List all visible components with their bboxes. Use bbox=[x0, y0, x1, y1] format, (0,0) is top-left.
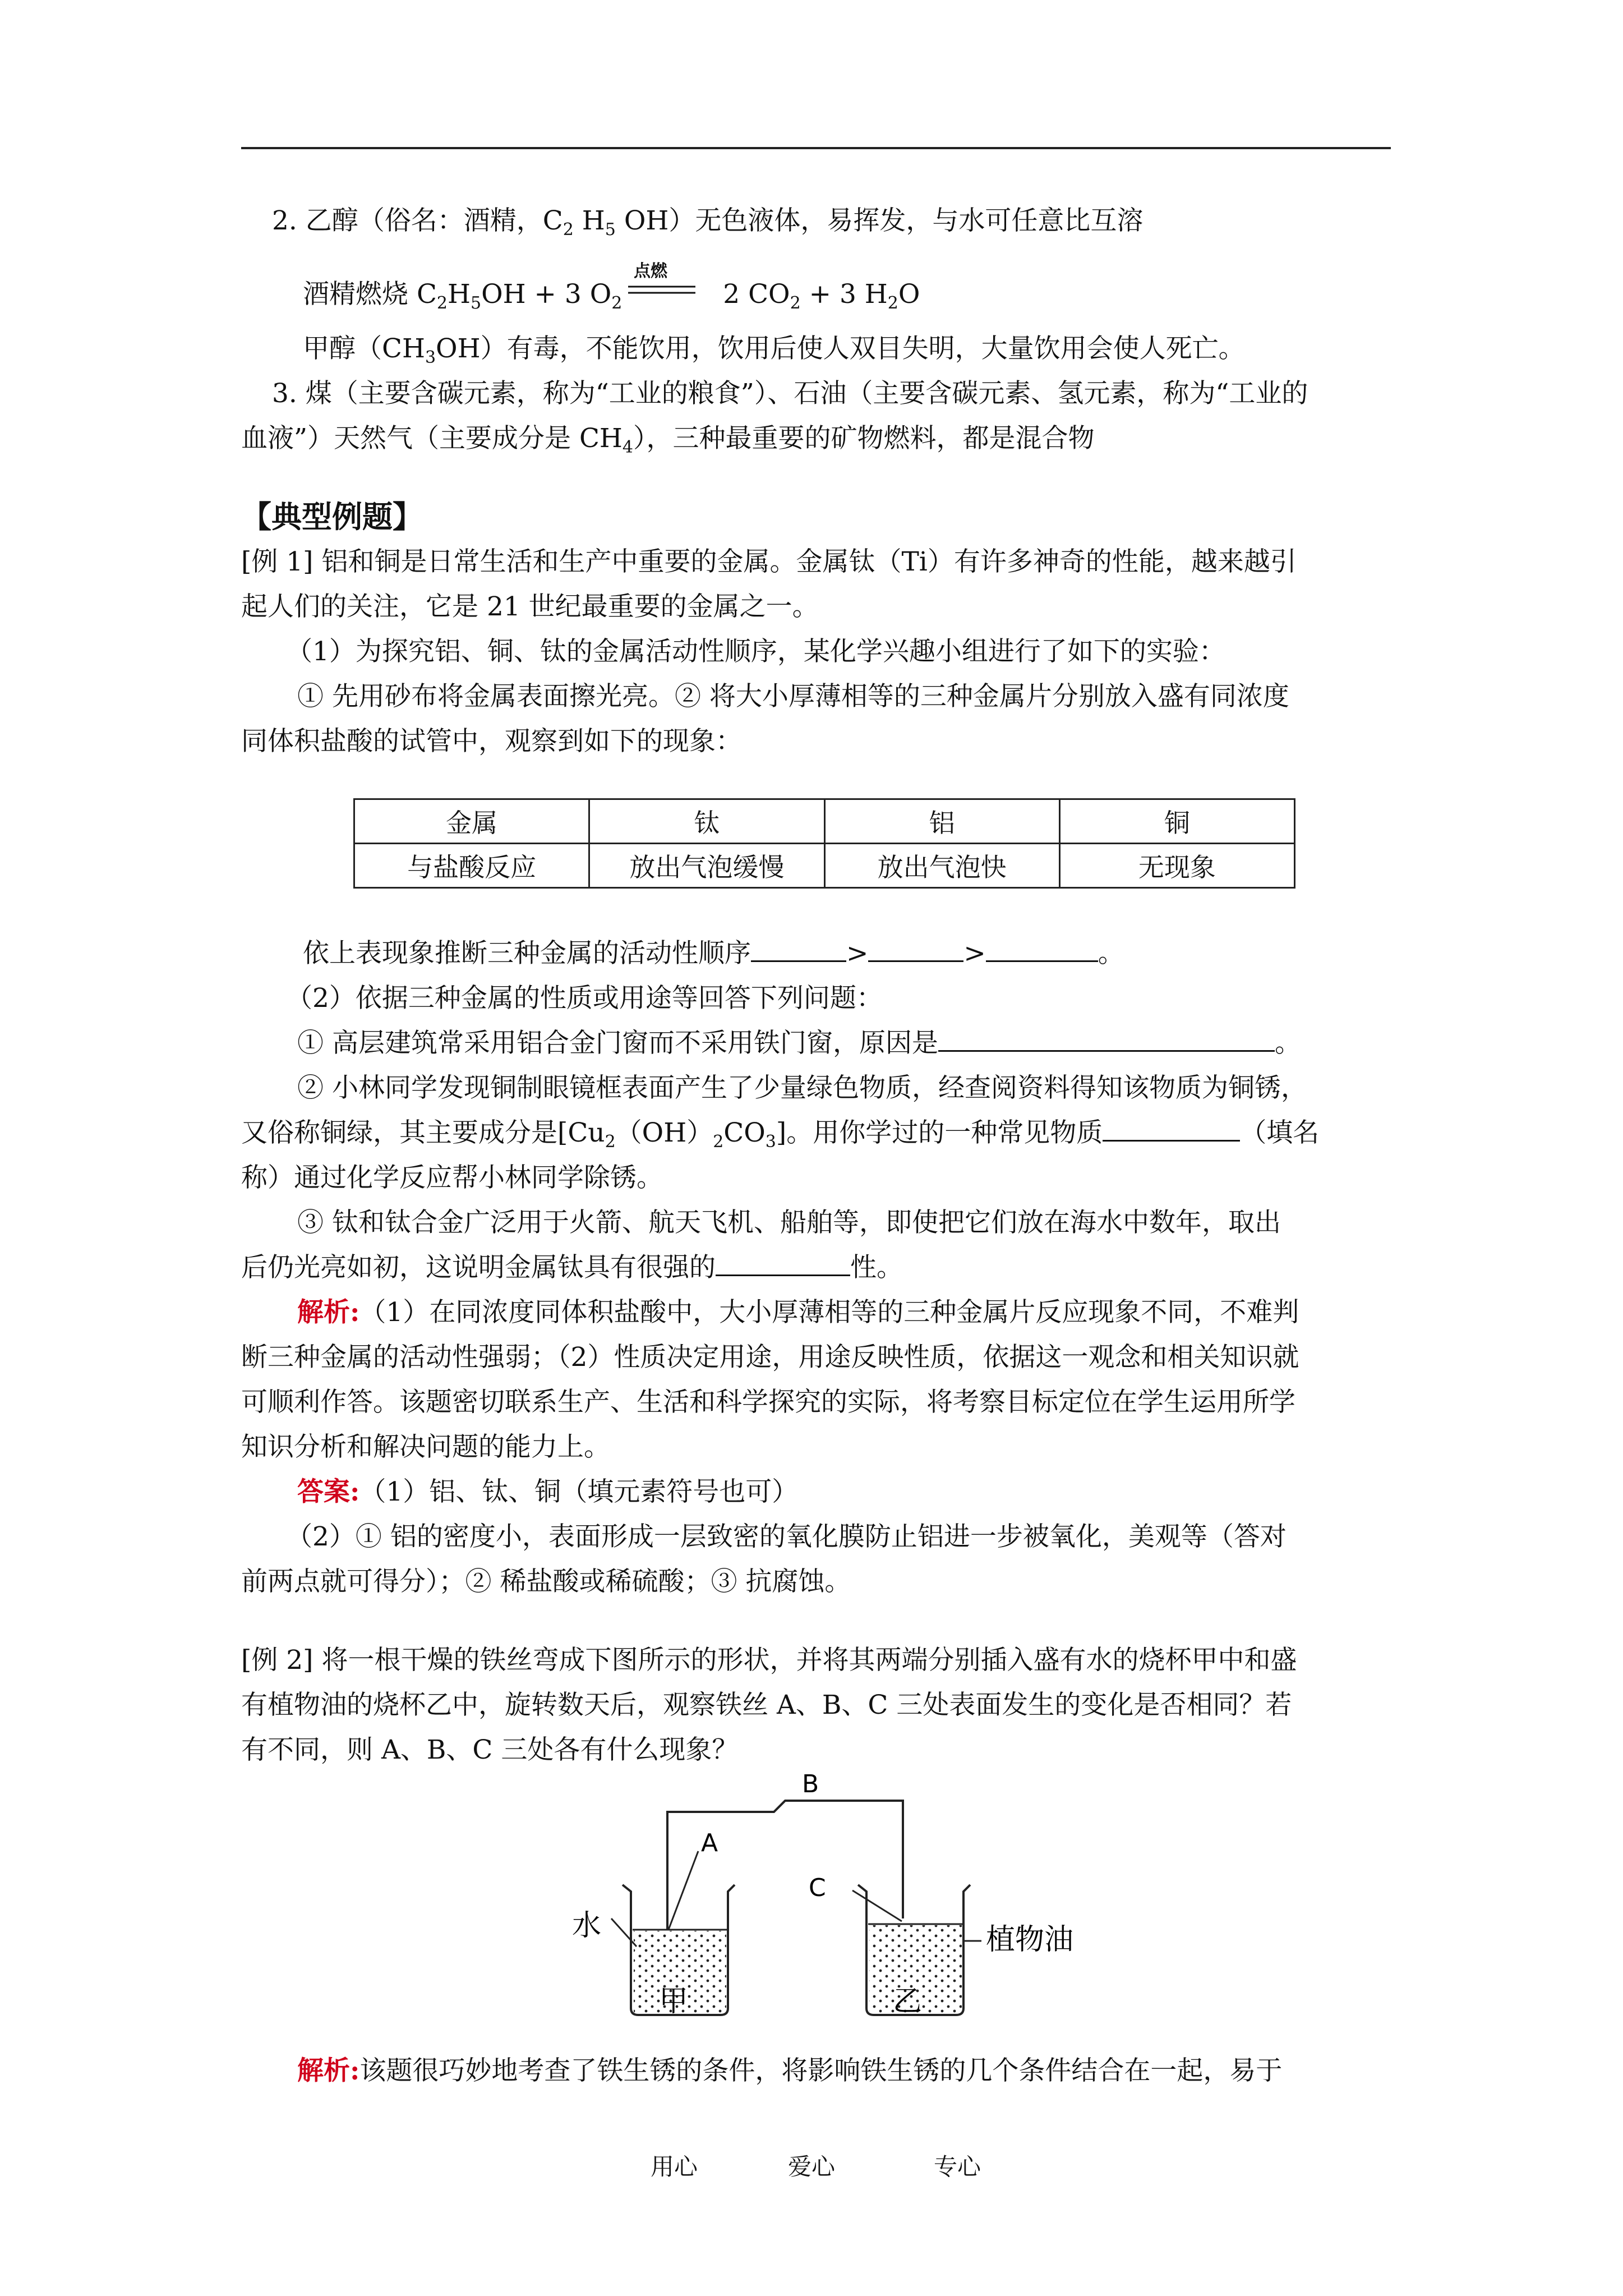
header-rule bbox=[241, 147, 1391, 149]
blank-4 bbox=[938, 1028, 1275, 1052]
label-yi: 乙 bbox=[893, 1985, 923, 2018]
ex1-q2-c-1: ③ 钛和钛合金广泛用于火箭、航天飞机、船舶等，即使把它们放在海水中数年，取出 bbox=[297, 1207, 1281, 1238]
label-b: B bbox=[802, 1770, 819, 1798]
analysis-text: （1）在同浓度同体积盐酸中，大小厚薄相等的三种金属片反应现象不同，不难判 bbox=[359, 1297, 1299, 1328]
gt-sign: > bbox=[963, 938, 986, 969]
table-cell: 无现象 bbox=[1059, 844, 1294, 888]
ethanol-text-c: OH）无色液体，易挥发，与水可任意比互溶 bbox=[615, 205, 1144, 236]
ethanol-item bbox=[272, 203, 1143, 248]
table-cell: 金属 bbox=[354, 799, 589, 844]
methanol-b: OH）有毒，不能饮用，饮用后使人双目失明，大量饮用会使人死亡。 bbox=[436, 333, 1245, 364]
q2b-c: CO bbox=[723, 1117, 766, 1148]
ex1-answer-3: 前两点就可得分）；② 稀盐酸或稀硫酸；③ 抗腐蚀。 bbox=[241, 1566, 851, 1597]
ex1-q1-steps-1: ① 先用砂布将金属表面擦光亮。② 将大小厚薄相等的三种金属片分别放入盛有同浓度 bbox=[297, 681, 1289, 712]
analysis-label: 解析: bbox=[297, 1297, 360, 1328]
analysis-text: 该题很巧妙地考查了铁生锈的条件，将影响铁生锈的几个条件结合在一起，易于 bbox=[359, 2055, 1283, 2086]
ex1-answer-2: （2）① 铝的密度小，表面形成一层致密的氧化膜防止铝进一步被氧化，美观等（答对 bbox=[286, 1521, 1287, 1552]
ex2-analysis-1 bbox=[297, 2053, 1282, 2089]
q2c-a: 后仍光亮如初，这说明金属钛具有很强的 bbox=[241, 1252, 716, 1283]
ex1-answer-1 bbox=[297, 1474, 798, 1510]
blank-1 bbox=[751, 938, 846, 962]
section-heading: 【典型例题】 bbox=[241, 499, 423, 535]
ex1-line1: [例 1] 铝和铜是日常生活和生产中重要的金属。金属钛（Ti）有许多神奇的性能，越来越引 bbox=[241, 546, 1297, 577]
methanol-a: 甲醇（CH bbox=[303, 333, 425, 364]
pointer-a bbox=[668, 1851, 698, 1930]
answer-label: 答案: bbox=[297, 1476, 360, 1507]
pointer-water bbox=[611, 1918, 637, 1947]
ex1-q2-a bbox=[297, 1025, 1301, 1061]
item-number: 2. bbox=[272, 205, 297, 236]
ex1-q2-b-2 bbox=[241, 1115, 1319, 1160]
analysis-label: 解析: bbox=[297, 2055, 360, 2086]
q2b-a: 又俗称铜绿，其主要成分是[Cu bbox=[241, 1117, 605, 1148]
pointer-c bbox=[852, 1890, 902, 1921]
footer-item-3: 专心 bbox=[934, 2153, 981, 2180]
period: 。 bbox=[1098, 938, 1124, 969]
methanol-line bbox=[303, 331, 1245, 376]
reaction-condition: 点燃 bbox=[634, 261, 667, 281]
label-a: A bbox=[701, 1829, 718, 1857]
sub: 5 bbox=[471, 293, 482, 313]
table-header-row bbox=[354, 799, 1295, 844]
sub: 2 bbox=[713, 1132, 724, 1152]
q2c-b: 性。 bbox=[850, 1252, 903, 1283]
sub: 2 bbox=[611, 293, 623, 313]
ex1-analysis-4: 知识分析和解决问题的能力上。 bbox=[241, 1432, 610, 1462]
table-cell: 放出气泡快 bbox=[824, 844, 1059, 888]
eq-h: H bbox=[448, 279, 471, 310]
sub: 2 bbox=[436, 293, 448, 313]
ex1-q1-steps-2: 同体积盐酸的试管中，观察到如下的现象： bbox=[241, 726, 742, 757]
blank-5 bbox=[1103, 1117, 1240, 1142]
table-cell: 钛 bbox=[589, 799, 824, 844]
ex1-q2-b-3: 称）通过化学反应帮小林同学除锈。 bbox=[241, 1162, 663, 1193]
answer-text: （1）铝、钛、铜（填元素符号也可） bbox=[359, 1476, 799, 1507]
sub: 2 bbox=[887, 293, 898, 313]
sub: 3 bbox=[425, 348, 436, 367]
table-cell: 铜 bbox=[1059, 799, 1294, 844]
ex2-line1: [例 2] 将一根干燥的铁丝弯成下图所示的形状，并将其两端分别插入盛有水的烧杯甲中和盛 bbox=[241, 1645, 1297, 1676]
footer-item-2: 爱心 bbox=[788, 2153, 836, 2180]
label-oil: 植物油 bbox=[986, 1923, 1074, 1957]
blank-2 bbox=[868, 938, 963, 962]
sub: 2 bbox=[790, 293, 801, 313]
fuels-b: ），三种最重要的矿物燃料，都是混合物 bbox=[633, 423, 1095, 454]
blank-6 bbox=[716, 1252, 850, 1276]
sub: 2 bbox=[605, 1132, 616, 1152]
eq-rhs3: O bbox=[898, 279, 920, 310]
label-jia: 甲 bbox=[659, 1985, 689, 2018]
ex1-q2-c-2 bbox=[241, 1250, 903, 1286]
sub: 5 bbox=[605, 220, 616, 240]
fuels-a: 血液”）天然气（主要成分是 CH bbox=[241, 423, 623, 454]
iron-wire-diagram bbox=[538, 1761, 1074, 2031]
ex1-analysis-1 bbox=[297, 1295, 1299, 1331]
reaction-table bbox=[353, 798, 1295, 889]
eq-label: 酒精燃烧 C bbox=[303, 279, 437, 310]
ex1-line2: 起人们的关注，它是 21 世纪最重要的金属之一。 bbox=[241, 591, 819, 622]
ex2-line3: 有不同，则 A、B、C 三处各有什么现象？ bbox=[241, 1734, 739, 1765]
footer-item-1: 用心 bbox=[651, 2153, 698, 2180]
eq-rhs1: 2 CO bbox=[723, 279, 790, 310]
q2b-b: （OH） bbox=[615, 1117, 713, 1148]
eq-lhs: OH + 3 O bbox=[481, 279, 612, 310]
fuels-line-2 bbox=[241, 421, 1095, 466]
equals-sign-icon bbox=[628, 283, 695, 297]
ex1-q2-b-1: ② 小林同学发现铜制眼镜框表面产生了少量绿色物质，经查阅资料得知该物质为铜锈， bbox=[297, 1073, 1307, 1103]
q2a-text: ① 高层建筑常采用铝合金门窗而不采用铁门窗，原因是 bbox=[297, 1028, 938, 1059]
q2b-e: （填名 bbox=[1240, 1117, 1320, 1148]
sub: 4 bbox=[622, 438, 634, 457]
infer-line bbox=[303, 936, 1124, 972]
ex2-line2: 有植物油的烧杯乙中，旋转数天后，观察铁丝 A、B、C 三处表面发生的变化是否相同？若 bbox=[241, 1690, 1292, 1720]
sub: 2 bbox=[562, 220, 574, 240]
gt-sign: > bbox=[846, 938, 869, 969]
table-cell: 与盐酸反应 bbox=[354, 844, 589, 888]
eq-rhs2: + 3 H bbox=[800, 279, 888, 310]
table-row bbox=[354, 844, 1295, 888]
blank-3 bbox=[986, 938, 1098, 962]
ethanol-text-a: 乙醇（俗名：酒精，C bbox=[305, 205, 563, 236]
combustion-equation bbox=[303, 277, 920, 321]
infer-text: 依上表现象推断三种金属的活动性顺序 bbox=[303, 938, 751, 969]
label-c: C bbox=[809, 1874, 826, 1902]
ex1-q2-intro: （2）依据三种金属的性质或用途等回答下列问题： bbox=[286, 983, 883, 1014]
q2b-d: ]。用你学过的一种常见物质 bbox=[776, 1117, 1103, 1148]
table-cell: 放出气泡缓慢 bbox=[589, 844, 824, 888]
ex1-analysis-3: 可顺利作答。该题密切联系生产、生活和科学探究的实际，将考察目标定位在学生运用所学 bbox=[241, 1387, 1295, 1418]
sub: 3 bbox=[765, 1132, 776, 1152]
ex1-analysis-2: 断三种金属的活动性强弱；（2）性质决定用途，用途反映性质，依据这一观念和相关知识就 bbox=[241, 1342, 1299, 1373]
ex1-q1-intro: （1）为探究铝、铜、钛的金属活动性顺序，某化学兴趣小组进行了如下的实验： bbox=[286, 636, 1225, 667]
fuels-line-1: 3. 煤（主要含碳元素，称为“工业的粮食”）、石油（主要含碳元素、氢元素，称为“工业的 bbox=[272, 378, 1308, 409]
label-water: 水 bbox=[572, 1909, 602, 1943]
ethanol-text-b: H bbox=[573, 205, 605, 236]
table-cell: 铝 bbox=[824, 799, 1059, 844]
period: 。 bbox=[1274, 1028, 1301, 1059]
